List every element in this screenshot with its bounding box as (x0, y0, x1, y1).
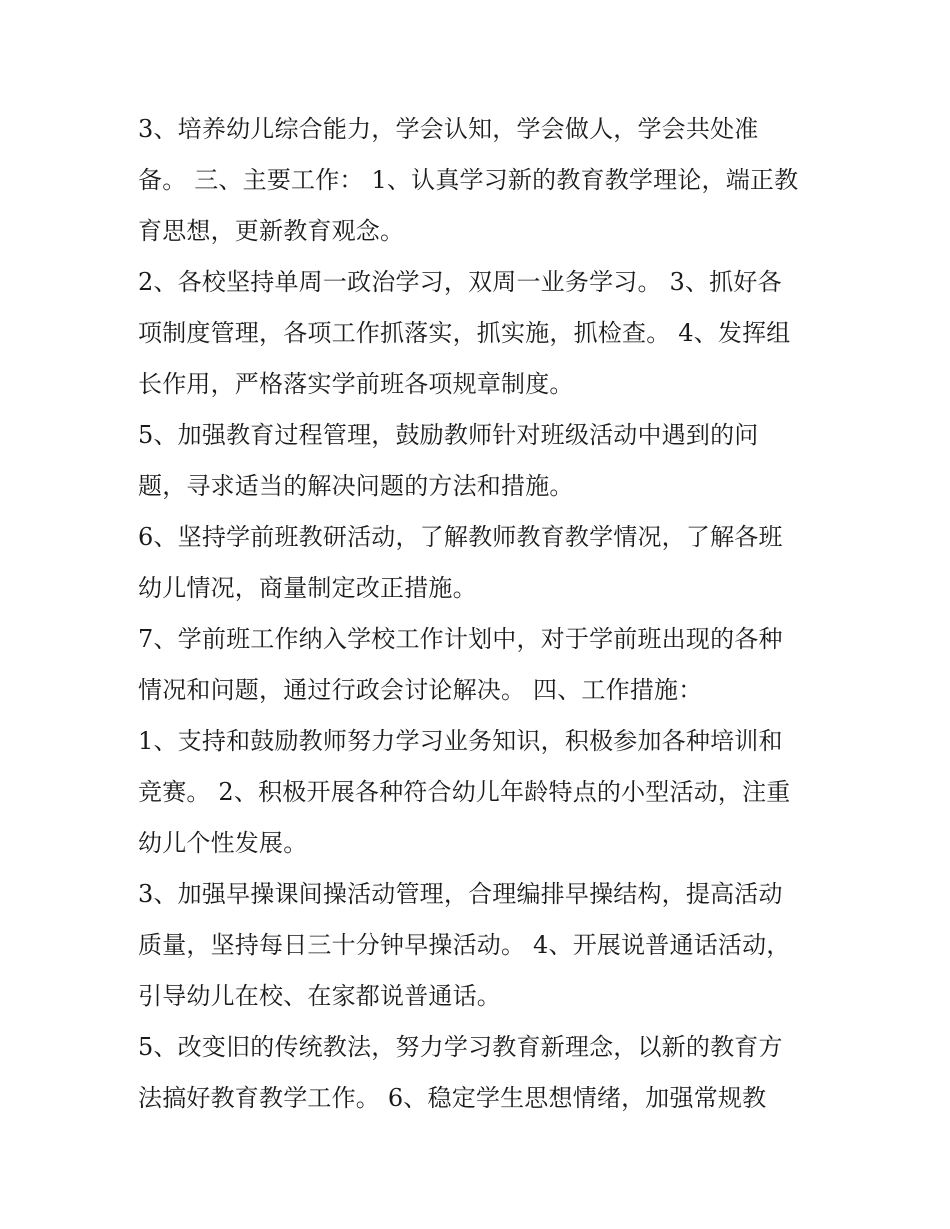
text-line: 1、支持和鼓励教师努力学习业务知识，积极参加各种培训和 (138, 727, 783, 755)
text-line: 引导幼儿在校、在家都说普通话。 (138, 982, 501, 1010)
text-line: 7、学前班工作纳入学校工作计划中，对于学前班出现的各种 (138, 625, 783, 653)
text-line: 3、加强早操课间操活动管理，合理编排早操结构，提高活动 (138, 880, 783, 908)
text-line: 情况和问题，通过行政会讨论解决。 四、工作措施： (138, 676, 703, 704)
text-line: 法搞好教育教学工作。 6、稳定学生思想情绪，加强常规教 (138, 1084, 767, 1112)
text-line: 3、培养幼儿综合能力，学会认知，学会做人，学会共处准 (138, 115, 759, 143)
text-line: 幼儿情况，商量制定改正措施。 (138, 574, 477, 602)
text-line: 幼儿个性发展。 (138, 829, 308, 857)
text-line: 备。 三、主要工作： 1、认真学习新的教育教学理论，端正教 (138, 166, 799, 194)
text-line: 质量，坚持每日三十分钟早操活动。 4、开展说普通话活动， (138, 931, 791, 959)
text-line: 5、改变旧的传统教法，努力学习教育新理念，以新的教育方 (138, 1033, 783, 1061)
text-line: 育思想，更新教育观念。 (138, 217, 405, 245)
text-line: 2、各校坚持单周一政治学习，双周一业务学习。 3、抓好各 (138, 268, 782, 296)
document-body (138, 104, 818, 1124)
text-line: 竞赛。 2、积极开展各种符合幼儿年龄特点的小型活动，注重 (138, 778, 791, 806)
text-line: 5、加强教育过程管理，鼓励教师针对班级活动中遇到的问 (138, 421, 759, 449)
text-line: 题，寻求适当的解决问题的方法和措施。 (138, 472, 574, 500)
text-line: 6、坚持学前班教研活动，了解教师教育教学情况，了解各班 (138, 523, 783, 551)
text-line: 项制度管理，各项工作抓落实，抓实施，抓检查。 4、发挥组 (138, 319, 791, 347)
text-line: 长作用，严格落实学前班各项规章制度。 (138, 370, 574, 398)
